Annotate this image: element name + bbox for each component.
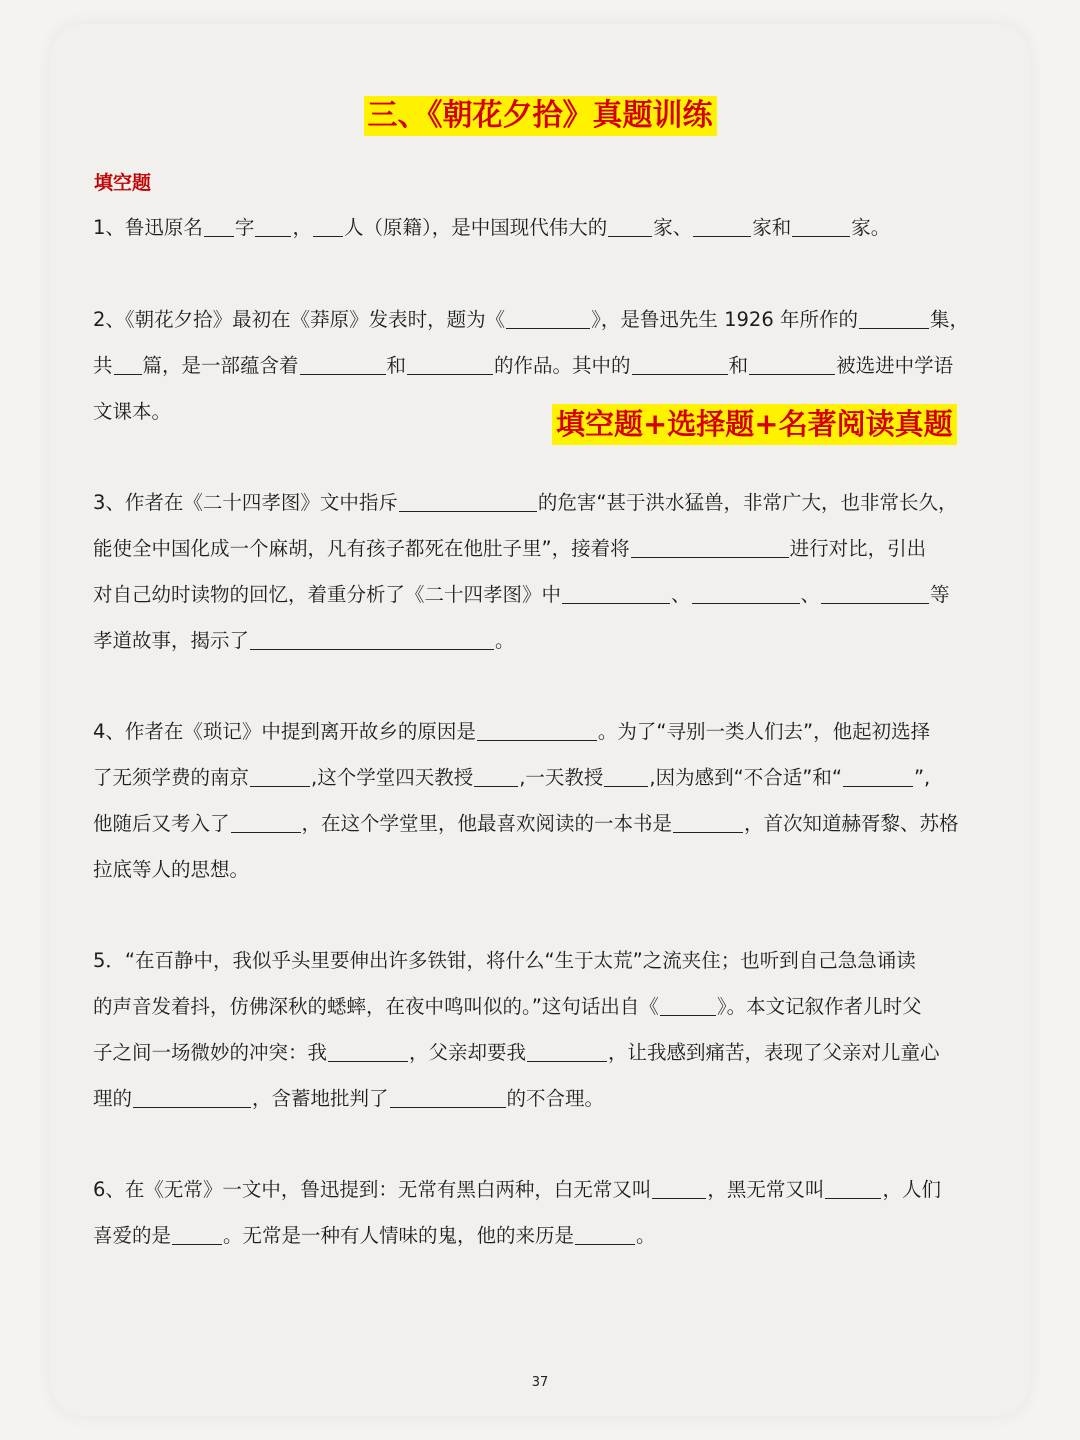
- q5-text: ，让我感到痛苦，表现了父亲对儿童心: [608, 1041, 940, 1064]
- q2-text: 集，: [929, 308, 969, 331]
- q4-text: ,因为感到“不合适”和“: [649, 766, 842, 789]
- answer-blank[interactable]: [604, 766, 648, 787]
- q1-text: 人（原籍），是中国现代伟大的: [343, 216, 608, 239]
- q5-text: 》。本文记叙作者儿时父: [716, 995, 922, 1018]
- answer-blank[interactable]: [506, 308, 590, 329]
- q5-text: ，父亲却要我: [409, 1041, 527, 1064]
- question-5: [93, 938, 997, 1122]
- answer-blank[interactable]: [399, 491, 537, 512]
- q6-text: ，人们: [882, 1178, 941, 1201]
- q5-text: 5．“在百静中，我似乎头里要伸出许多铁钳，将什么“生于太荒”之流夹住；也听到自己急急诵读: [93, 949, 916, 972]
- q2-text: 文课本。: [93, 400, 172, 423]
- answer-blank[interactable]: [231, 812, 301, 833]
- q6-text: 。无常是一种有人情味的鬼，他的来历是: [223, 1224, 575, 1247]
- answer-blank[interactable]: [300, 354, 386, 375]
- answer-blank[interactable]: [172, 1224, 222, 1245]
- answer-blank[interactable]: [843, 766, 913, 787]
- answer-blank[interactable]: [792, 216, 850, 237]
- q2-text: 》，是鲁迅先生 1926 年所作的: [591, 308, 858, 331]
- answer-blank[interactable]: [575, 1224, 635, 1245]
- answer-blank[interactable]: [527, 1041, 607, 1062]
- q4-text: 拉底等人的思想。: [93, 858, 250, 881]
- answer-blank[interactable]: [749, 354, 835, 375]
- q4-text: ,一天教授: [519, 766, 604, 789]
- q4-text: ,这个学堂四天教授: [311, 766, 474, 789]
- q5-text: 子之间一场微妙的冲突：我: [93, 1041, 328, 1064]
- q3-text: 进行对比，引出: [789, 537, 927, 560]
- q2-text: 被选进中学语: [836, 354, 954, 377]
- question-4: [93, 709, 997, 893]
- answer-blank[interactable]: [859, 308, 929, 329]
- answer-blank[interactable]: [477, 720, 597, 741]
- q2-text: 和: [728, 354, 749, 377]
- q2-text: 篇，是一部蕴含着: [142, 354, 299, 377]
- q1-text: 家和: [752, 216, 792, 239]
- section-label: 填空题: [94, 172, 152, 194]
- q4-text: 4、作者在《琐记》中提到离开故乡的原因是: [93, 720, 476, 743]
- answer-blank[interactable]: [631, 537, 789, 558]
- q6-text: 。: [636, 1224, 656, 1247]
- q4-text: 他随后又考入了: [93, 812, 230, 835]
- answer-blank[interactable]: [692, 583, 800, 604]
- answer-blank[interactable]: [821, 583, 929, 604]
- q4-text: 。为了“寻别一类人们去”，他起初选择: [597, 720, 931, 743]
- answer-blank[interactable]: [328, 1041, 408, 1062]
- q4-text: ，在这个学堂里，他最喜欢阅读的一本书是: [301, 812, 673, 835]
- q3-text: 、: [800, 583, 821, 606]
- answer-blank[interactable]: [562, 583, 670, 604]
- title-area: [0, 96, 1080, 136]
- q6-text: 喜爱的是: [93, 1224, 172, 1247]
- q5-text: 的不合理。: [506, 1087, 605, 1110]
- answer-blank[interactable]: [474, 766, 518, 787]
- answer-blank[interactable]: [313, 216, 343, 237]
- answer-blank[interactable]: [673, 812, 743, 833]
- q3-text: 等: [930, 583, 950, 606]
- answer-blank[interactable]: [825, 1178, 881, 1199]
- answer-blank[interactable]: [407, 354, 493, 375]
- q1-text: 1、鲁迅原名: [93, 216, 203, 239]
- answer-blank[interactable]: [660, 995, 716, 1016]
- q1-text: 家。: [851, 216, 891, 239]
- q4-text: 了无须学费的南京: [93, 766, 250, 789]
- q3-text: 、: [671, 583, 691, 606]
- q3-text: 3、作者在《二十四孝图》文中指斥: [93, 491, 398, 514]
- q5-text: 的声音发着抖，仿佛深秋的蟋蟀，在夜中鸣叫似的。”这句话出自《: [93, 995, 659, 1018]
- q2-text: 的作品。其中的: [494, 354, 631, 377]
- page-title: 三、《朝花夕拾》真题训练: [364, 96, 717, 136]
- q2-text: 和: [386, 354, 407, 377]
- answer-blank[interactable]: [250, 629, 494, 650]
- answer-blank[interactable]: [608, 216, 652, 237]
- q6-text: ，黑无常又叫: [707, 1178, 825, 1201]
- q3-text: 对自己幼时读物的回忆，着重分析了《二十四孝图》中: [93, 583, 562, 606]
- q3-text: 孝道故事，揭示了: [93, 629, 250, 652]
- q1-text: ，: [292, 216, 312, 239]
- q5-text: ，含蓄地批判了: [252, 1087, 389, 1110]
- q3-text: 的危害“甚于洪水猛兽，非常广大，也非常长久，: [537, 491, 958, 514]
- answer-blank[interactable]: [652, 1178, 706, 1199]
- answer-blank[interactable]: [693, 216, 751, 237]
- q6-text: 6、在《无常》一文中，鲁迅提到：无常有黑白两种，白无常又叫: [93, 1178, 652, 1201]
- q2-text: 共: [93, 354, 113, 377]
- answer-blank[interactable]: [255, 216, 291, 237]
- answer-blank[interactable]: [114, 354, 142, 375]
- answer-blank[interactable]: [250, 766, 310, 787]
- answer-blank[interactable]: [632, 354, 728, 375]
- q2-text: 2、《朝花夕拾》最初在《莽原》发表时，题为《: [93, 308, 506, 331]
- q1-text: 字: [234, 216, 255, 239]
- question-3: [93, 480, 997, 664]
- question-6: [93, 1167, 997, 1259]
- question-1: [93, 205, 997, 251]
- page-number: 37: [531, 1375, 549, 1390]
- q3-text: 。: [495, 629, 515, 652]
- answer-blank[interactable]: [390, 1087, 506, 1108]
- q4-text: ”,: [913, 766, 931, 789]
- q1-text: 家、: [653, 216, 693, 239]
- answer-blank[interactable]: [133, 1087, 251, 1108]
- answer-blank[interactable]: [204, 216, 234, 237]
- q4-text: ，首次知道赫胥黎、苏格: [744, 812, 959, 835]
- q3-text: 能使全中国化成一个麻胡，凡有孩子都死在他肚子里”，接着将: [93, 537, 630, 560]
- q5-text: 理的: [93, 1087, 133, 1110]
- promo-banner: 填空题+选择题+名著阅读真题: [552, 404, 957, 445]
